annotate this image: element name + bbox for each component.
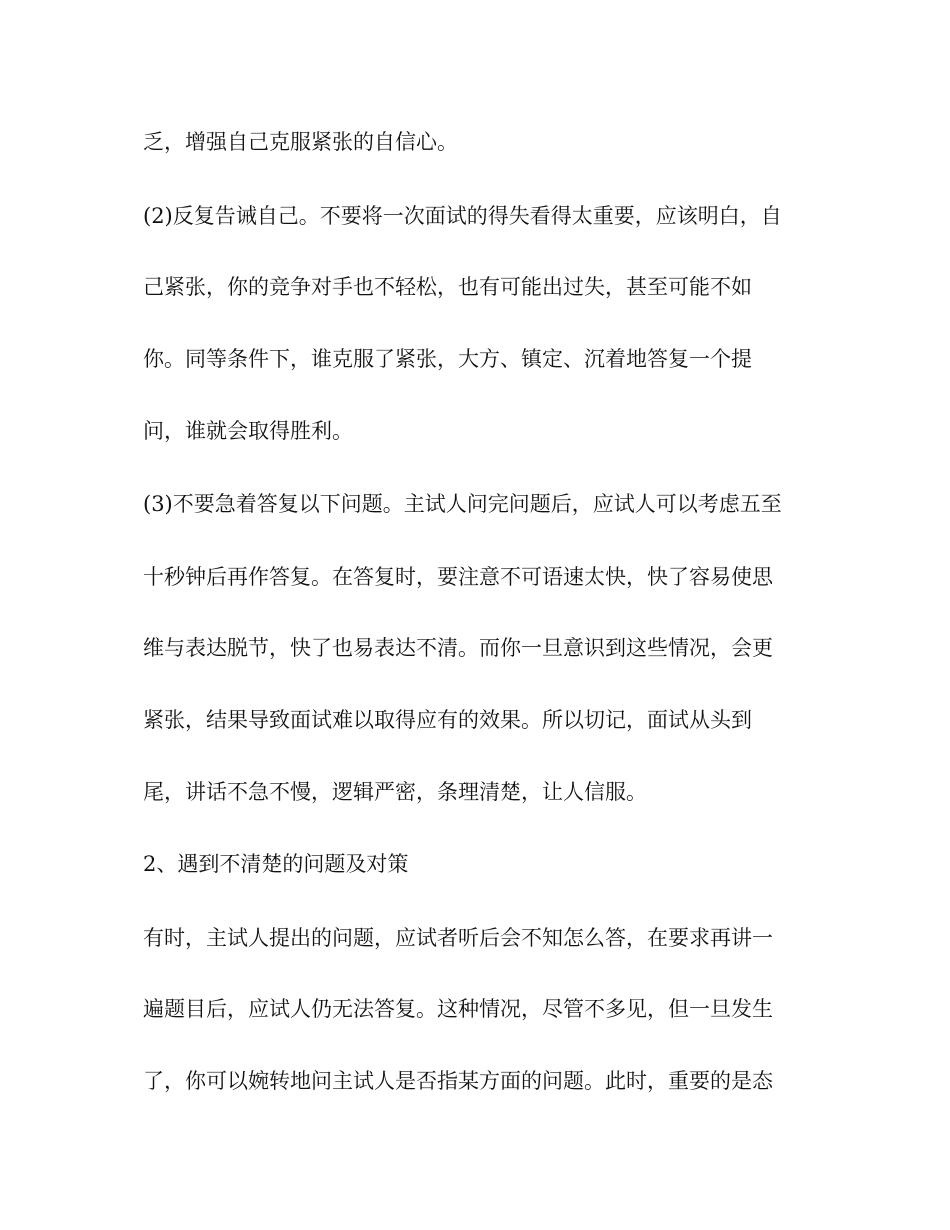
text-line: 十秒钟后再作答复。在答复时，要注意不可语速太快，快了容易使思 (143, 565, 773, 589)
text-line: 有时，主试人提出的问题，应试者听后会不知怎么答，在要求再讲一 (143, 926, 773, 950)
text-line: 尾，讲话不急不慢，逻辑严密，条理清楚，让人信服。 (143, 780, 647, 804)
text-line: 了，你可以婉转地问主试人是否指某方面的问题。此时，重要的是态 (143, 1069, 773, 1093)
text-line: (3)不要急着答复以下问题。主试人问完问题后，应试人可以考虑五至 (143, 492, 782, 516)
text-line: 遍题目后，应试人仍无法答复。这种情况，尽管不多见，但一旦发生 (143, 997, 773, 1021)
text-line: (2)反复告诫自己。不要将一次面试的得失看得太重要，应该明白，自 (143, 204, 782, 228)
text-line: 己紧张，你的竞争对手也不轻松，也有可能出过失，甚至可能不如 (143, 275, 752, 299)
text-line: 乏，增强自己克服紧张的自信心。 (143, 130, 458, 154)
text-line: 问，谁就会取得胜利。 (143, 419, 353, 443)
text-line: 维与表达脱节，快了也易表达不清。而你一旦意识到这些情况，会更 (143, 636, 773, 660)
text-line: 紧张，结果导致面试难以取得应有的效果。所以切记，面试从头到 (143, 708, 752, 732)
section-heading: 2、遇到不清楚的问题及对策 (143, 852, 409, 876)
text-line: 你。同等条件下，谁克服了紧张，大方、镇定、沉着地答复一个提 (143, 347, 752, 371)
